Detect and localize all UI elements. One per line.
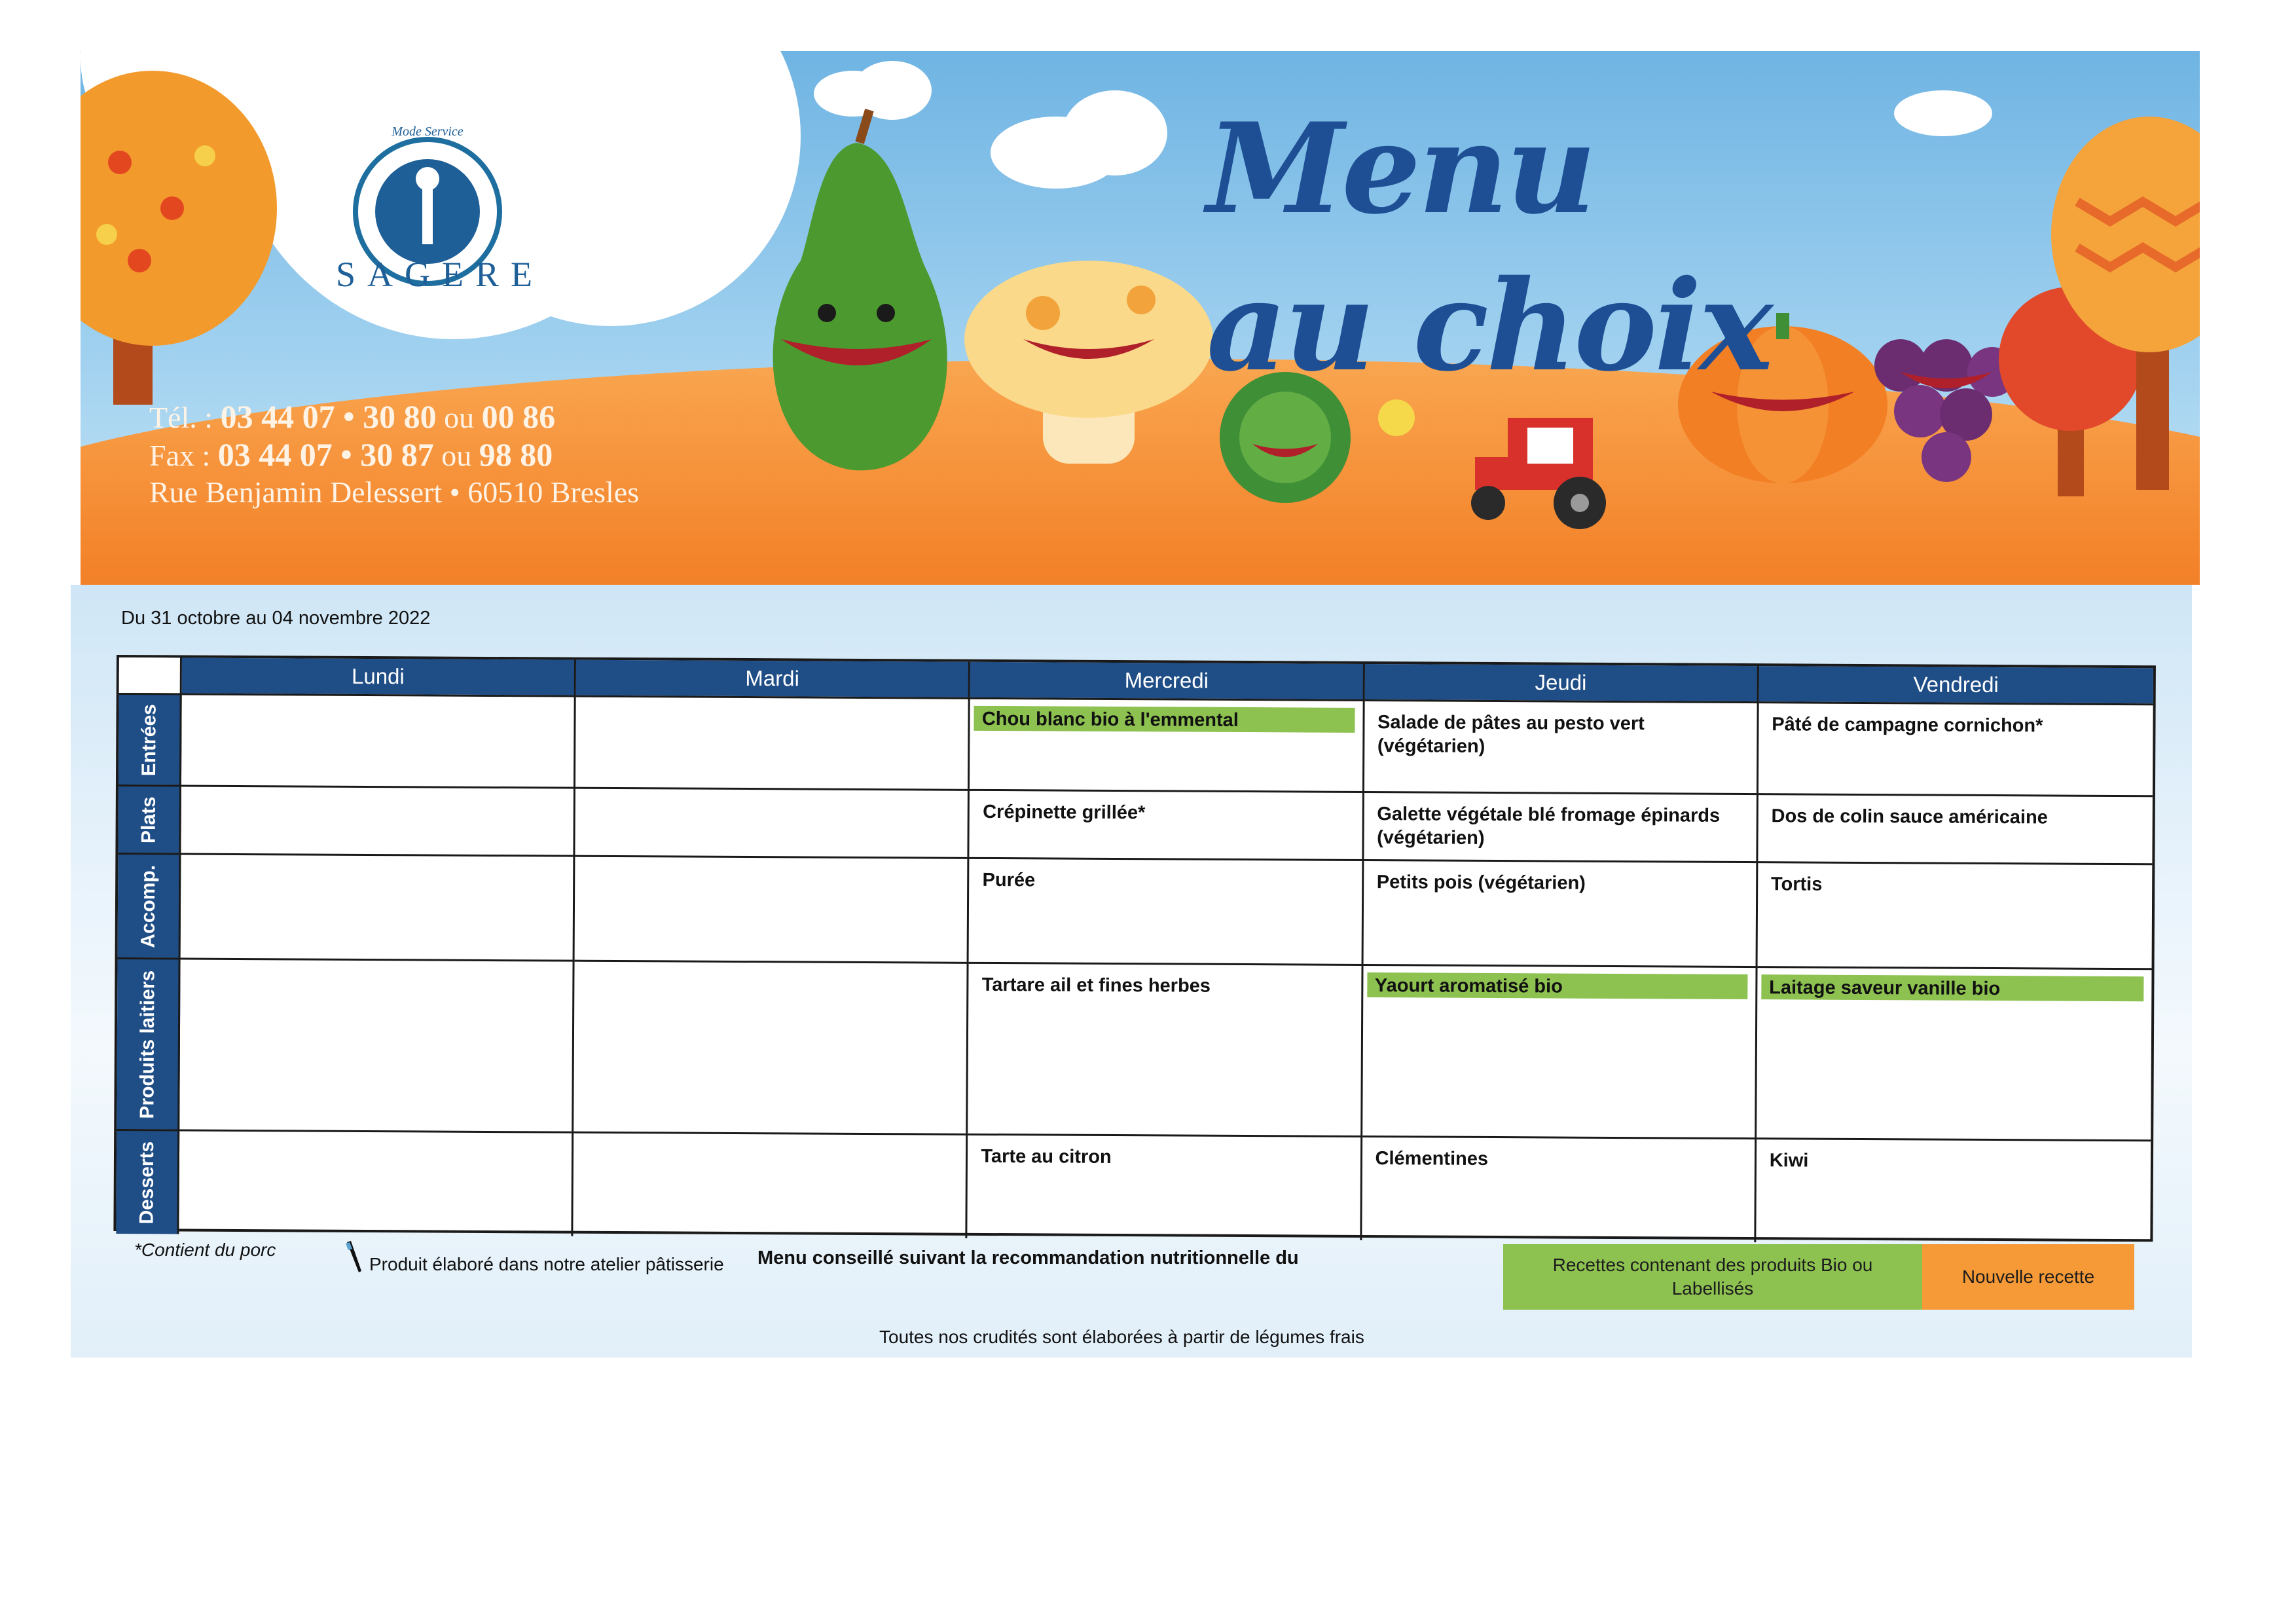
row-label: Produits laitiers <box>136 970 158 1119</box>
apple-tree-icon <box>1999 117 2200 496</box>
row-header-accomp <box>118 853 181 958</box>
menu-cell: Kiwi <box>1756 1137 2151 1244</box>
day-header-lundi: Lundi <box>182 658 576 695</box>
pastry-footnote: Produit élaboré dans notre atelier pâtisserie <box>369 1254 724 1274</box>
menu-cell-bio <box>1362 964 1758 1137</box>
phone-alt: 00 86 <box>481 398 556 435</box>
menu-cell <box>575 695 970 789</box>
row-label: Accomp. <box>137 864 159 948</box>
menu-cell: Galette végétale blé fromage épinards (végétarien) <box>1364 791 1758 861</box>
menu-cell-bio <box>1757 966 2152 1139</box>
row-header-plats <box>118 784 181 853</box>
menu-cell: Salade de pâtes au pesto vert (végétarien) <box>1364 699 1759 793</box>
phone-number: 03 44 07 • 30 80 <box>220 398 437 435</box>
menu-cell: Purée <box>969 857 1364 964</box>
phone-prefix: Tél. : <box>149 401 221 434</box>
row-header-produits-laitiers <box>117 957 180 1129</box>
phone-line <box>149 398 804 436</box>
fax-prefix: Fax : <box>149 439 218 472</box>
nutrition-note: Menu conseillé suivant la recommandation nutritionnelle du <box>757 1247 1299 1268</box>
fax-or: ou <box>433 439 479 472</box>
legend-bio: Recettes contenant des produits Bio ou Labellisés <box>1503 1244 1922 1310</box>
menu-cell: Pâté de campagne cornichon* <box>1758 701 2153 795</box>
logo-tagline: Mode Service <box>392 124 464 139</box>
menu-cell <box>574 1132 968 1238</box>
fax-alt: 98 80 <box>479 436 553 473</box>
legend-new-recipe: Nouvelle recette <box>1922 1244 2134 1310</box>
day-header-mercredi: Mercredi <box>970 662 1364 699</box>
menu-cell <box>575 855 970 962</box>
day-header-jeudi: Jeudi <box>1364 664 1758 701</box>
row-label: Plats <box>137 796 160 843</box>
row-header-desserts <box>116 1129 179 1234</box>
row-label: Entrées <box>137 703 160 776</box>
logo-name: SAGERE <box>336 255 545 294</box>
menu-cell <box>181 853 575 960</box>
menu-cell: Clémentines <box>1362 1135 1757 1242</box>
bio-dish: Laitage saveur vanille bio <box>1761 974 2143 1001</box>
contact-block <box>149 398 804 511</box>
crudites-note: Toutes nos crudités sont élaborées à partir de légumes frais <box>879 1327 1364 1347</box>
menu-cell: Dos de colin sauce américaine <box>1758 793 2153 863</box>
grapes-icon <box>1874 339 2017 482</box>
apple-tree-icon <box>81 71 277 405</box>
menu-cell <box>181 785 575 855</box>
menu-cell: Crépinette grillée* <box>970 789 1364 859</box>
menu-cell <box>179 1130 574 1236</box>
fax-number: 03 44 07 • 30 87 <box>217 436 434 473</box>
menu-title: Menu au choix <box>1207 96 1771 399</box>
menu-table <box>113 655 2156 1242</box>
menu-cell: Petits pois (végétarien) <box>1363 859 1758 966</box>
menu-cell: Tarte au citron <box>968 1134 1362 1240</box>
bio-dish: Yaourt aromatisé bio <box>1367 972 1747 999</box>
menu-cell: Tortis <box>1757 861 2152 968</box>
menu-cell: Tartare ail et fines herbes <box>968 962 1364 1135</box>
menu-cell <box>179 958 575 1132</box>
bio-dish: Chou blanc bio à l'emmental <box>974 706 1355 733</box>
sagere-logo-icon <box>316 113 545 336</box>
menu-cell <box>575 787 970 857</box>
pastry-knife-icon <box>344 1241 364 1274</box>
menu-period: Du 31 octobre au 04 novembre 2022 <box>121 608 431 629</box>
tractor-icon <box>1471 418 1606 529</box>
day-header-mardi: Mardi <box>576 660 970 697</box>
menu-cell <box>574 960 969 1134</box>
row-header-entrees <box>118 693 182 785</box>
row-label: Desserts <box>135 1141 158 1225</box>
day-header-vendredi: Vendredi <box>1758 666 2153 703</box>
header-banner <box>81 51 2200 585</box>
menu-cell-bio <box>970 697 1364 791</box>
fax-line <box>149 436 804 474</box>
mushroom-icon <box>964 261 1213 464</box>
porc-footnote: *Contient du porc <box>134 1240 276 1260</box>
table-corner <box>119 657 182 693</box>
menu-cell <box>181 693 576 787</box>
address-line: Rue Benjamin Delessert • 60510 Bresles <box>149 475 640 509</box>
phone-or: ou <box>436 401 482 434</box>
